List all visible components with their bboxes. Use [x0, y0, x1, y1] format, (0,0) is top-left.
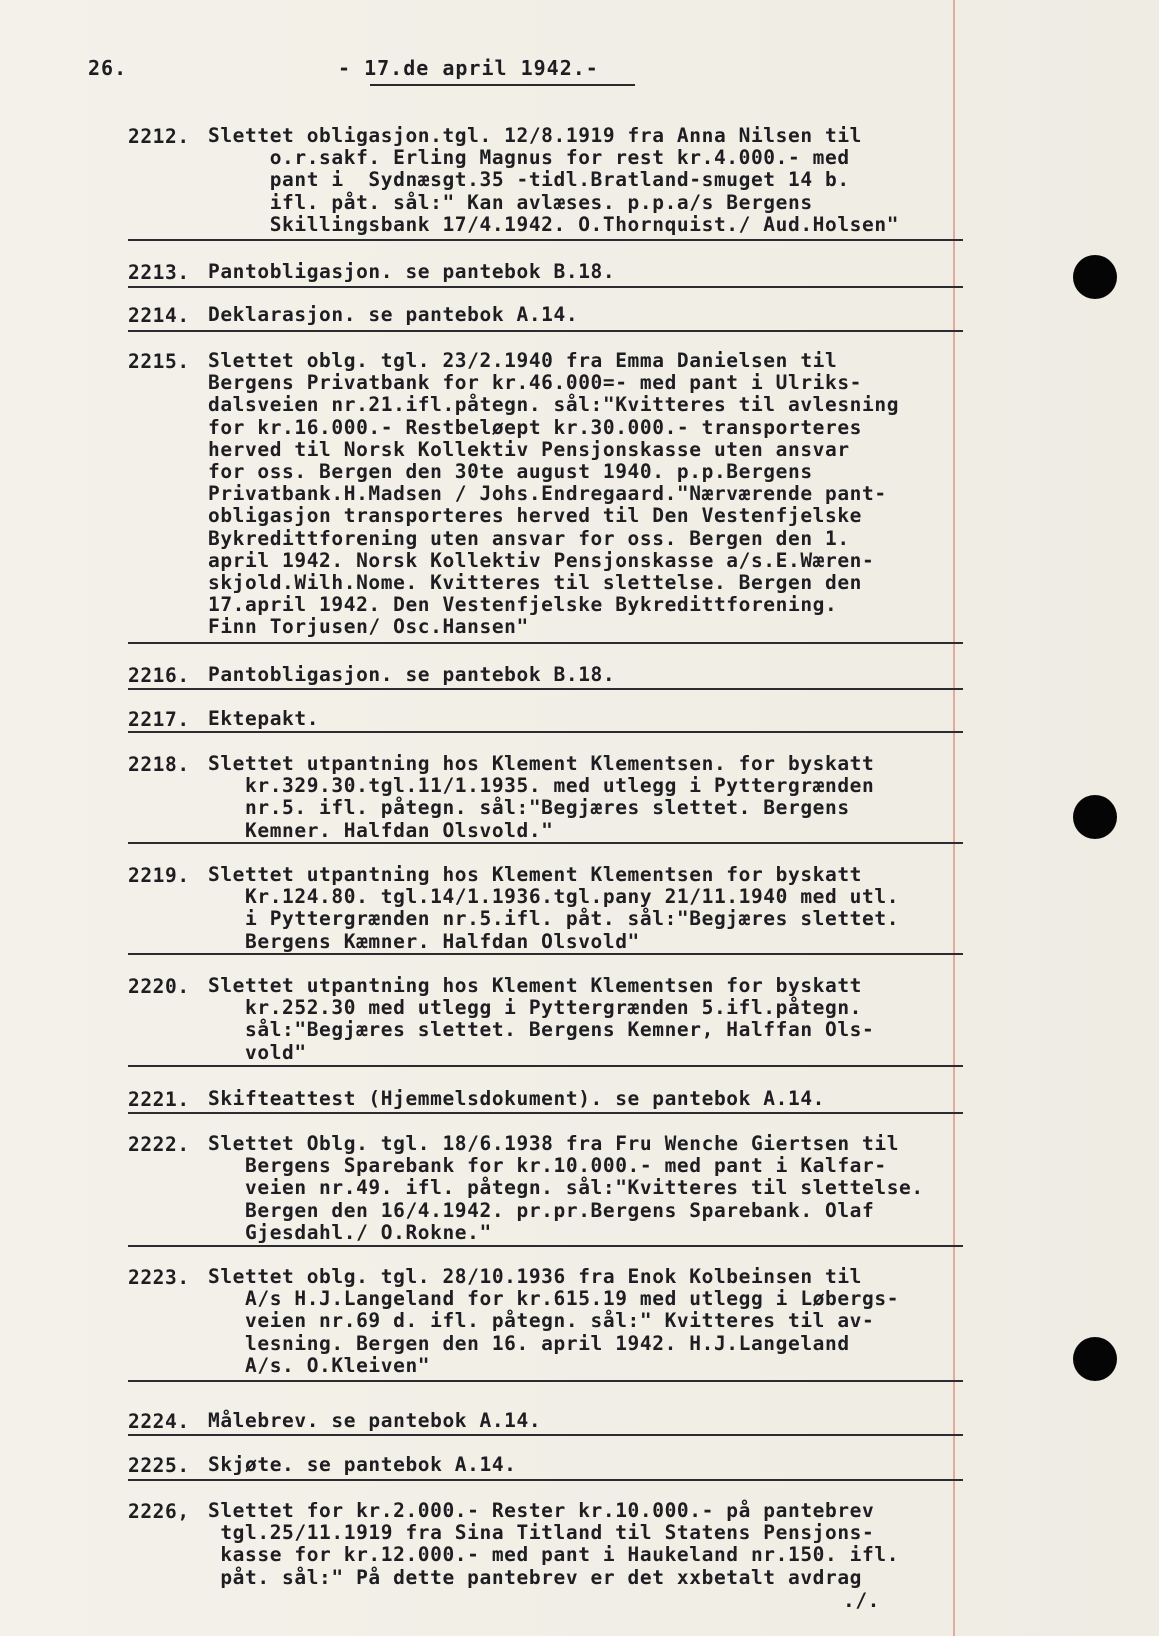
entry-number: 2217.	[128, 708, 190, 731]
entry-divider	[128, 642, 963, 644]
entry-number: 2218.	[128, 753, 190, 776]
entry-text: Slettet oblg. tgl. 23/2.1940 fra Emma Danielsen til Bergens Privatbank for kr.46.000=- med pant i Ulriks- dalsveien nr.21.ifl.påtegn. sål:"Kvitteres til avlesning for kr.16.000.- Restbeløept kr.30.000.- transporteres herved til Norsk Kollektiv Pensjonskasse uten ansvar for oss. Bergen den 30te august 1940. p.p.Bergens Privatbank.H.Madsen / Johs.Endregaard."Nærværende pant- obligasjon transporteres herved til Den Vestenfjelske Bykredittforening uten ansvar for oss. Bergen den 1. april 1942. Norsk Kollektiv Pensjonskasse a/s.E.Wæren- skjold.Wilh.Nome. Kvitteres til slettelse. Bergen den 17.april 1942. Den Vestenfjelske Bykredittforening. Finn Torjusen/ Osc.Hansen"	[208, 349, 900, 639]
entry-divider	[128, 1434, 963, 1436]
punch-hole-icon	[1073, 795, 1117, 839]
entry-number: 2223.	[128, 1266, 190, 1289]
entry-text: Slettet utpantning hos Klement Klementsen for byskatt Kr.124.80. tgl.14/1.1936.tgl.pany 21/11.1940 med utl. i Pyttergrænden nr.5.ifl. påt. sål:"Begjæres slettet. Bergens Kæmner. Halfdan Olsvold"	[208, 863, 900, 953]
entry-text: Ektepakt.	[208, 707, 320, 730]
entry-text: Deklarasjon. se pantebok A.14.	[208, 303, 579, 326]
entry-number: 2220.	[128, 975, 190, 998]
page-header	[0, 56, 1159, 86]
entry-text: Skjøte. se pantebok A.14.	[208, 1453, 517, 1476]
entry-text: Slettet utpantning hos Klement Klementsen for byskatt kr.252.30 med utlegg i Pyttergrænden 5.ifl.påtegn. sål:"Begjæres slettet. Bergens Kemner, Halffan Ols- vold"	[208, 974, 875, 1064]
entry-text: Slettet obligasjon.tgl. 12/8.1919 fra Anna Nilsen til o.r.sakf. Erling Magnus for rest kr.4.000.- med pant i Sydnæsgt.35 -tidl.Bratland-smuget 14 b. ifl. påt. sål:" Kan avlæses. p.p.a/s Bergens Skillingsbank 17/4.1942. O.Thornquist./ Aud.Holsen"	[208, 124, 900, 236]
entry-text: Målebrev. se pantebok A.14.	[208, 1409, 542, 1432]
entry-divider	[128, 731, 963, 733]
entry-divider	[128, 688, 963, 690]
entry-divider	[128, 286, 963, 288]
page-number: 26.	[88, 56, 128, 80]
entry-text: Slettet for kr.2.000.- Rester kr.10.000.- på pantebrev tgl.25/11.1919 fra Sina Titland til Statens Pensjons- kasse for kr.12.000.- med pant i Haukeland nr.150. ifl. påt. sål:" På dette pantebrev er det xxbetalt avdrag	[208, 1499, 900, 1589]
entry-number: 2216.	[128, 664, 190, 687]
entry-text: Skifteattest (Hjemmelsdokument). se pantebok A.14.	[208, 1087, 825, 1110]
entry-divider	[128, 1245, 963, 1247]
entry-text: Pantobligasjon. se pantebok B.18.	[208, 663, 616, 686]
entry-divider	[128, 842, 963, 844]
punch-hole-icon	[1073, 255, 1117, 299]
entry-number: 2222.	[128, 1133, 190, 1156]
entry-number: 2214.	[128, 304, 190, 327]
entry-number: 2224.	[128, 1410, 190, 1433]
entry-number: 2212.	[128, 125, 190, 148]
entry-divider	[128, 1479, 963, 1481]
entry-number: 2225.	[128, 1454, 190, 1477]
entry-divider	[128, 1112, 963, 1114]
entry-number: 2221.	[128, 1088, 190, 1111]
entry-divider	[128, 330, 963, 332]
entry-text: Pantobligasjon. se pantebok B.18.	[208, 260, 616, 283]
entry-number: 2215.	[128, 350, 190, 373]
entry-text: Slettet oblg. tgl. 28/10.1936 fra Enok Kolbeinsen til A/s H.J.Langeland for kr.615.19 med utlegg i Løbergs- veien nr.69 d. ifl. påtegn. sål:" Kvitteres til av- lesning. Bergen den 16. april 1942. H.J.Langeland A/s. O.Kleiven"	[208, 1265, 900, 1377]
entry-number: 2226,	[128, 1500, 190, 1523]
continuation-text: ./.	[843, 1589, 881, 1612]
entry-number: 2219.	[128, 864, 190, 887]
entry-divider	[128, 239, 963, 241]
header-date: - 17.de april 1942.-	[338, 56, 599, 80]
entry-text: Slettet utpantning hos Klement Klementsen. for byskatt kr.329.30.tgl.11/1.1935. med utlegg i Pyttergrænden nr.5. ifl. påtegn. sål:"Begjæres slettet. Bergens Kemner. Halfdan Olsvold."	[208, 752, 875, 842]
punch-hole-icon	[1073, 1337, 1117, 1381]
header-underline	[370, 84, 635, 86]
entry-divider	[128, 1065, 963, 1067]
entry-divider	[128, 953, 963, 955]
entry-divider	[128, 1380, 963, 1382]
entry-text: Slettet Oblg. tgl. 18/6.1938 fra Fru Wenche Giertsen til Bergens Sparebank for kr.10.000.- med pant i Kalfar- veien nr.49. ifl. påtegn. sål:"Kvitteres til slettelse. Bergen den 16/4.1942. pr.pr.Bergens Sparebank. Olaf Gjesdahl./ O.Rokne."	[208, 1132, 924, 1244]
entry-number: 2213.	[128, 261, 190, 284]
